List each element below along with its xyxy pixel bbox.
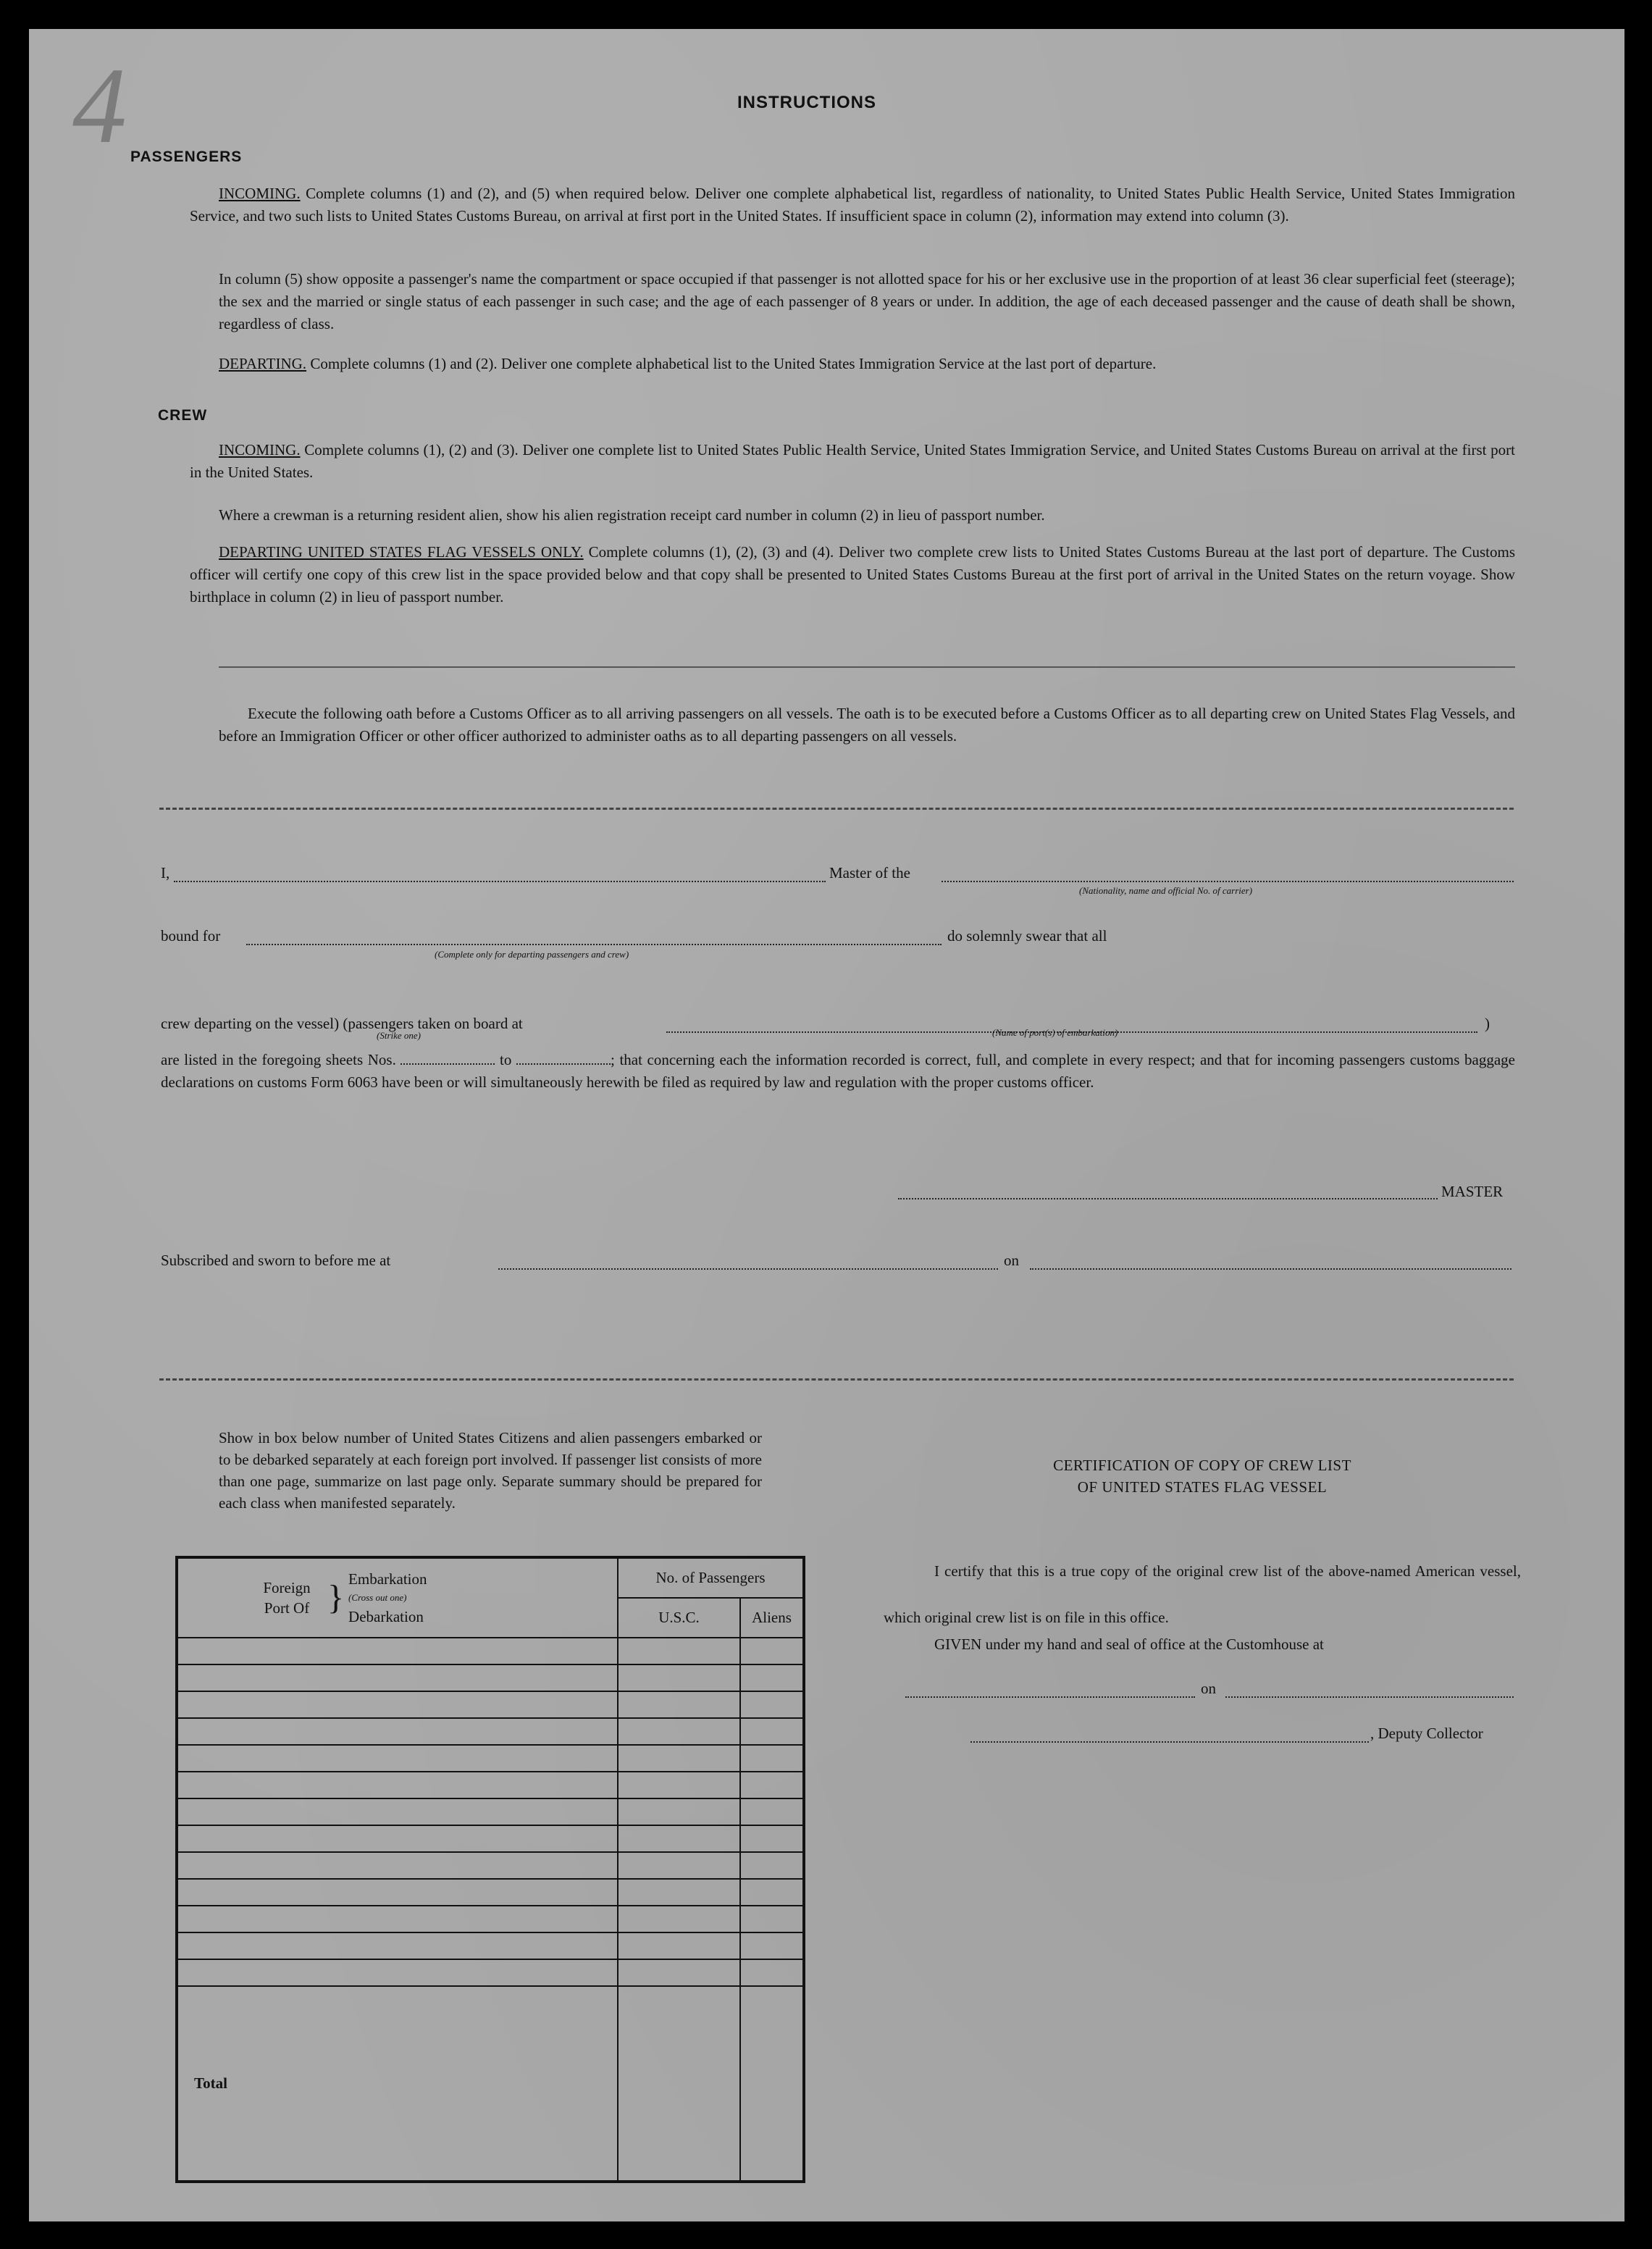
total-label: Total	[177, 1986, 618, 2181]
crew-resident-paragraph: Where a crewman is a returning resident alien, show his alien registration receipt card number in column (2) in lieu of passport number.	[219, 506, 1045, 524]
subscribed-label: Subscribed and sworn to before me at	[161, 1252, 391, 1269]
close-paren: )	[1485, 1015, 1490, 1032]
crew-heading: CREW	[158, 407, 208, 424]
table-row	[177, 1906, 803, 1932]
to-label: to	[500, 1051, 512, 1068]
summary-instructions: Show in box below number of United States Citizens and alien passengers embarked or to be debarked separately at each foreign port involved. If passenger list consists of more than one page, summarize on last page only. Separate summary should be prepared for each class when manifested separately.	[219, 1429, 762, 1512]
master-name-line[interactable]	[174, 881, 826, 882]
passengers-departing-label: DEPARTING.	[219, 355, 307, 372]
table-row	[177, 1664, 803, 1691]
aliens-header: Aliens	[740, 1598, 803, 1638]
customhouse-line[interactable]	[905, 1696, 1195, 1698]
crew-departing-paragraph	[190, 541, 1515, 608]
page-title: INSTRUCTIONS	[737, 93, 876, 112]
passengers-incoming-text: Complete columns (1) and (2), and (5) when required below. Deliver one complete alphabetical list, regardless of nationality, to United States Public Health Service, United States Immigration Service, and two such lists to United States Customs Bureau, on arrival at first port in the United States. If insufficient space in column (2), information may extend into column (3).	[190, 185, 1516, 225]
certify-paragraph: I certify that this is a true copy of the original crew list of the above-named American vessel, which original crew list is on file in this office.	[884, 1562, 1521, 1626]
passengers-incoming-paragraph	[190, 183, 1515, 227]
oath-intro-paragraph: Execute the following oath before a Customs Officer as to all arriving passengers on all vessels. The oath is to be executed before a Customs Officer as to all departing crew on United States Flag Vessels, and before an Immigration Officer or other officer authorized to administer oaths as to all departing passengers on all vessels.	[219, 705, 1515, 745]
bound-note: (Complete only for departing passengers and crew)	[435, 949, 629, 960]
table-row	[177, 1959, 803, 1986]
certification-heading-line-2: OF UNITED STATES FLAG VESSEL	[1077, 1478, 1328, 1496]
handwritten-mark: 4	[72, 46, 127, 166]
divider	[219, 666, 1515, 668]
deputy-label: , Deputy Collector	[1370, 1725, 1483, 1742]
table-row	[177, 1932, 803, 1959]
passengers-incoming-label: INCOMING.	[219, 185, 301, 202]
table-row	[177, 1691, 803, 1718]
table-row	[177, 1852, 803, 1879]
table-row	[177, 1745, 803, 1772]
deputy-signature-line[interactable]	[970, 1741, 1369, 1743]
nationality-note: (Nationality, name and official No. of carrier)	[1079, 885, 1253, 896]
debarkation-header: Debarkation	[348, 1608, 424, 1625]
total-row	[177, 1986, 803, 2181]
cross-out-note: (Cross out one)	[348, 1592, 407, 1603]
sworn-place-line[interactable]	[498, 1268, 998, 1270]
listed-post: ; that concerning each the information recorded is correct, full, and complete in every respect; and that for incoming passengers customs baggage declarations on customs Form 6063 have been or will simultaneously herewith be filed as required by law and regulation with the proper customs officer.	[161, 1051, 1515, 1091]
listed-paragraph	[161, 1049, 1515, 1094]
crew-departing-label: DEPARTING UNITED STATES FLAG VESSELS ONLY.	[219, 543, 584, 561]
table-row	[177, 1718, 803, 1745]
crew-departing-label: crew departing on the vessel) (passengers taken on board at	[161, 1015, 523, 1032]
master-label: MASTER	[1441, 1183, 1504, 1200]
bound-for-line[interactable]	[246, 944, 942, 945]
port-header: Foreign Port Of } Embarkation (Cross out one) Debarkation	[177, 1558, 618, 1638]
certification-heading-line-1: CERTIFICATION OF COPY OF CREW LIST	[1053, 1457, 1351, 1474]
table-row	[177, 1825, 803, 1852]
ports-note: (Name of port(s) of embarkation)	[992, 1027, 1118, 1038]
certification-on-label: on	[1201, 1680, 1216, 1697]
passenger-summary-table	[175, 1556, 805, 2183]
sworn-date-line[interactable]	[1030, 1268, 1511, 1270]
sheet-from-field[interactable]	[401, 1063, 495, 1065]
no-passengers-header: No. of Passengers	[618, 1558, 803, 1598]
table-row	[177, 1798, 803, 1825]
given-paragraph: GIVEN under my hand and seal of office at the Customhouse at	[934, 1636, 1324, 1653]
crew-departing-text: Complete columns (1), (2), (3) and (4). Deliver two complete crew lists to United States Customs Bureau at the last port of departure. The Customs officer will certify one copy of this crew list in the space provided below and that copy shall be presented to United States Customs Bureau at the first port of arrival in the United States on the return voyage. Show birthplace in column (2) in lieu of passport number.	[190, 543, 1516, 606]
master-signature-line[interactable]	[898, 1198, 1438, 1199]
master-of-the-label: Master of the	[829, 864, 910, 881]
certification-date-line[interactable]	[1225, 1696, 1514, 1698]
oath-i-label: I,	[161, 864, 170, 881]
passengers-heading: PASSENGERS	[130, 148, 243, 165]
passengers-column5-paragraph: In column (5) show opposite a passenger's name the compartment or space occupied if that passenger is not allotted space for his or her exclusive use in the proportion of at least 36 clear superficial feet (steerage); the sex and the married or single status of each passenger in such case; and the age of each passenger of 8 years or under. In addition, the age of each deceased passenger and the cause of death shall be shown, regardless of class.	[219, 270, 1515, 332]
table-row	[177, 1879, 803, 1906]
bound-for-label: bound for	[161, 927, 221, 945]
swear-label: do solemnly swear that all	[947, 927, 1107, 945]
crew-incoming-text: Complete columns (1), (2) and (3). Deliver one complete list to United States Public Health Service, United States Immigration Service, and United States Customs Bureau on arrival at the first port in the United States.	[190, 441, 1515, 481]
document-page	[29, 29, 1624, 2221]
divider	[159, 1378, 1514, 1381]
crew-incoming-label: INCOMING.	[219, 441, 301, 458]
table-row	[177, 1638, 803, 1664]
sworn-on-label: on	[1004, 1252, 1019, 1269]
usc-header: U.S.C.	[618, 1598, 740, 1638]
table-row	[177, 1772, 803, 1798]
sheet-to-field[interactable]	[516, 1063, 611, 1065]
carrier-line[interactable]	[942, 881, 1514, 882]
strike-one-note: (Strike one)	[377, 1030, 422, 1041]
passengers-departing-text: Complete columns (1) and (2). Deliver one complete alphabetical list to the United States Immigration Service at the last port of departure.	[310, 355, 1157, 372]
certification-heading	[884, 1454, 1521, 1498]
crew-incoming-paragraph	[190, 439, 1515, 484]
divider	[159, 808, 1514, 810]
embarkation-header: Embarkation	[348, 1570, 427, 1588]
listed-pre: are listed in the foregoing sheets Nos.	[161, 1051, 396, 1068]
foreign-port-header: Foreign Port Of	[263, 1579, 311, 1617]
passengers-departing-paragraph	[190, 353, 1515, 375]
